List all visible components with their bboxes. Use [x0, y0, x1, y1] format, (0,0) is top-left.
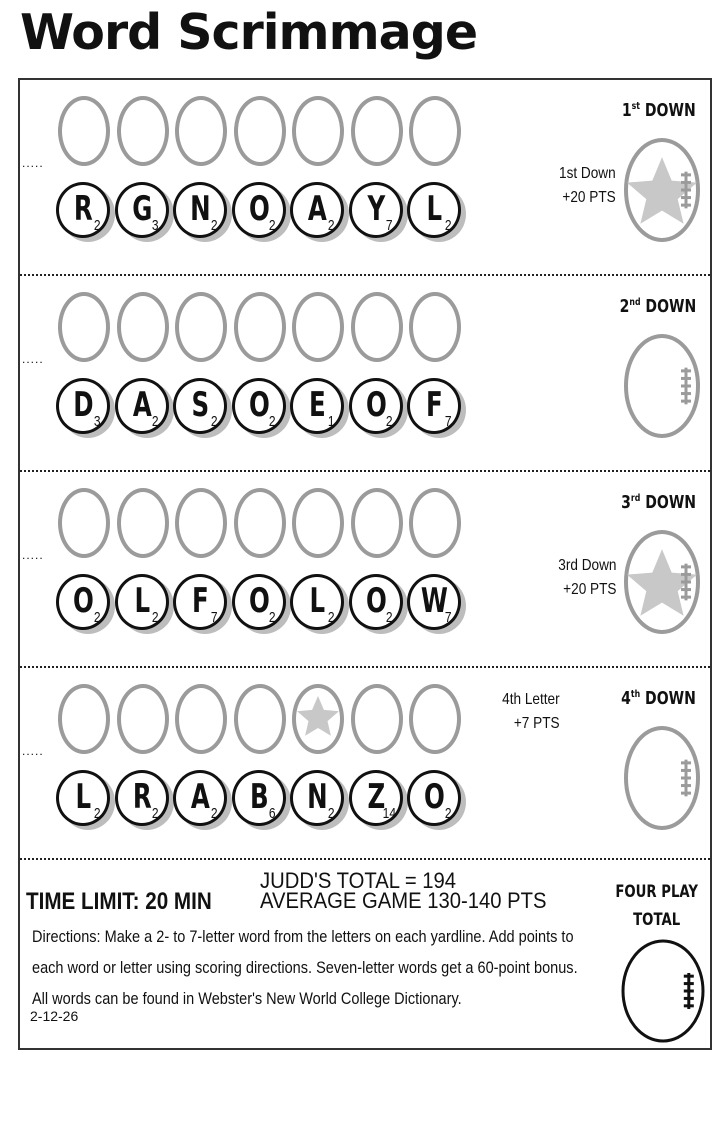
bonus-line-2: +7 PTS	[514, 715, 560, 732]
down-label	[621, 492, 696, 513]
answer-slot[interactable]	[58, 292, 110, 362]
tile-points: 7	[385, 217, 393, 234]
football-score-box[interactable]	[622, 528, 702, 641]
bonus-line-2: +20 PTS	[562, 581, 616, 598]
down-suffix: rd	[630, 493, 641, 504]
down-row-1	[20, 80, 710, 276]
letter-tile	[232, 770, 286, 826]
tile-letter: F	[425, 385, 442, 425]
answer-slot[interactable]	[292, 684, 344, 754]
judd-total: JUDD'S TOTAL = 194	[260, 868, 457, 893]
yardline-divider	[20, 274, 710, 276]
bonus-line-1: 3rd Down	[557, 557, 616, 574]
answer-slot[interactable]	[234, 292, 286, 362]
tile-points: 2	[444, 805, 452, 822]
tile-points: 2	[327, 609, 335, 626]
tile-points: 2	[151, 805, 159, 822]
tile-letter: L	[309, 581, 325, 621]
tile-letter: Y	[366, 189, 385, 229]
letter-tile	[115, 182, 169, 238]
tile-points: 3	[93, 413, 101, 430]
tile-points: 2	[385, 413, 393, 430]
tile-letter: F	[191, 581, 208, 621]
yardline-dots: .....	[22, 352, 44, 366]
tile-letter: O	[365, 581, 386, 621]
answer-slot[interactable]	[175, 684, 227, 754]
down-row-3	[20, 472, 710, 668]
yardline-divider	[20, 470, 710, 472]
tile-letter: O	[248, 581, 269, 621]
letter-tile	[232, 182, 286, 238]
tile-points: 6	[268, 805, 276, 822]
tile-points: 2	[93, 609, 101, 626]
letter-tile	[232, 378, 286, 434]
tile-letter: L	[134, 581, 149, 621]
down-number: 1	[622, 100, 632, 121]
tile-letter: N	[307, 777, 327, 817]
letter-tile	[173, 574, 227, 630]
scoring-footer	[20, 860, 710, 1048]
down-suffix: st	[631, 101, 641, 112]
down-suffix: th	[630, 689, 641, 700]
tile-letter: A	[190, 777, 210, 817]
bonus-text	[559, 162, 616, 210]
letter-tile	[115, 378, 169, 434]
tile-letter: O	[423, 777, 445, 817]
tile-letter: R	[132, 777, 151, 817]
puzzle-date: 2-12-26	[30, 1008, 79, 1024]
tile-letter: A	[307, 189, 327, 229]
tile-points: 2	[151, 609, 159, 626]
answer-slot[interactable]	[409, 488, 461, 558]
tile-letter: O	[72, 581, 94, 621]
letter-tile	[115, 770, 169, 826]
down-word: DOWN	[640, 688, 696, 709]
bonus-line-1: 4th Letter	[502, 691, 560, 708]
four-play-total-label	[615, 878, 698, 934]
tile-points: 7	[444, 413, 452, 430]
answer-slot[interactable]	[58, 684, 110, 754]
football-icon[interactable]	[622, 136, 702, 244]
down-number: 2	[619, 296, 630, 317]
letter-tile	[290, 182, 344, 238]
football-score-box[interactable]	[622, 724, 702, 837]
yardline-dots: .....	[22, 548, 44, 562]
football-icon[interactable]	[622, 724, 702, 832]
tile-points: 3	[151, 217, 159, 234]
letter-tile	[173, 182, 227, 238]
down-row-4	[20, 668, 710, 864]
tile-points: 2	[268, 413, 276, 430]
letter-tile	[232, 574, 286, 630]
letter-tile	[56, 770, 110, 826]
down-word: DOWN	[640, 100, 696, 121]
football-score-box[interactable]	[622, 136, 702, 249]
yardline-dots: .....	[22, 156, 44, 170]
tile-letter: S	[191, 385, 209, 425]
letter-tile	[56, 182, 110, 238]
answer-slot[interactable]	[351, 684, 403, 754]
bonus-text	[503, 688, 560, 736]
yardline-dots: .....	[22, 744, 44, 758]
down-number: 3	[621, 492, 631, 513]
bonus-star-icon	[296, 688, 340, 750]
tile-points: 2	[327, 217, 335, 234]
game-board	[18, 78, 712, 1050]
letter-tile	[290, 574, 344, 630]
answer-slot[interactable]	[234, 684, 286, 754]
tile-letter: R	[73, 189, 93, 229]
down-word: DOWN	[640, 296, 696, 317]
answer-slot[interactable]	[351, 292, 403, 362]
tile-points: 2	[151, 413, 159, 430]
four-play-line-1: FOUR PLAY	[615, 882, 698, 902]
answer-slot[interactable]	[58, 488, 110, 558]
answer-slot[interactable]	[58, 96, 110, 166]
answer-slot[interactable]	[292, 96, 344, 166]
four-play-line-2: TOTAL	[633, 910, 681, 930]
tile-points: 2	[385, 609, 393, 626]
down-label	[619, 296, 696, 317]
answer-slot[interactable]	[175, 96, 227, 166]
answer-slot[interactable]	[117, 292, 169, 362]
answer-slot[interactable]	[175, 488, 227, 558]
tile-letter: Z	[366, 777, 385, 817]
answer-slot[interactable]	[351, 488, 403, 558]
tile-points: 2	[93, 217, 101, 234]
tile-points: 2	[268, 217, 276, 234]
tile-points: 1	[327, 413, 335, 430]
answer-slot[interactable]	[117, 96, 169, 166]
tile-points: 14	[382, 805, 396, 822]
directions-text: Directions: Make a 2- to 7-letter word from the letters on each yardline. Add points to each word or letter using scoring directions. Seven-letter words get a 60-point bonus. All words can be found in Webster's New World College Dictionary.	[32, 928, 578, 1008]
tile-letter: G	[131, 189, 152, 229]
bonus-text	[558, 554, 616, 602]
letter-tile	[407, 182, 461, 238]
bonus-line-2: +20 PTS	[562, 189, 616, 206]
answer-slot[interactable]	[351, 96, 403, 166]
average-game: AVERAGE GAME 130-140 PTS	[260, 888, 547, 913]
tile-letter: B	[249, 777, 268, 817]
tile-points: 2	[210, 805, 218, 822]
down-label	[622, 100, 696, 121]
four-play-total-box[interactable]	[620, 938, 706, 1049]
letter-tile	[290, 378, 344, 434]
answer-slot[interactable]	[292, 292, 344, 362]
letter-tile	[290, 770, 344, 826]
tile-letter: D	[73, 385, 93, 425]
answer-slot[interactable]	[175, 292, 227, 362]
yardline-divider	[20, 858, 710, 860]
football-score-box[interactable]	[622, 332, 702, 445]
answer-slot[interactable]	[409, 684, 461, 754]
letter-tile	[407, 574, 461, 630]
letter-tile	[115, 574, 169, 630]
tile-letter: L	[426, 189, 442, 229]
football-icon[interactable]	[622, 528, 702, 636]
tile-points: 2	[210, 217, 218, 234]
down-row-2	[20, 276, 710, 472]
letter-tile	[56, 378, 110, 434]
tile-letter: O	[248, 385, 269, 425]
letter-tile	[349, 182, 403, 238]
down-suffix: nd	[629, 297, 641, 308]
answer-slot[interactable]	[234, 96, 286, 166]
football-total-icon[interactable]	[620, 938, 706, 1044]
tile-letter: O	[248, 189, 269, 229]
tile-letter: E	[308, 385, 325, 425]
yardline-divider	[20, 666, 710, 668]
tile-letter: L	[75, 777, 91, 817]
time-limit: TIME LIMIT: 20 MIN	[26, 888, 212, 915]
tile-letter: A	[132, 385, 151, 425]
letter-tile	[349, 378, 403, 434]
answer-slot[interactable]	[409, 96, 461, 166]
letter-tile	[173, 378, 227, 434]
puzzle-title: Word Scrimmage	[20, 4, 478, 61]
down-label	[621, 688, 696, 709]
answer-slot[interactable]	[117, 488, 169, 558]
tile-points: 2	[210, 413, 218, 430]
down-number: 4	[621, 688, 631, 709]
letter-tile	[407, 378, 461, 434]
letter-tile	[407, 770, 461, 826]
tile-letter: O	[365, 385, 386, 425]
letter-tile	[349, 770, 403, 826]
tile-points: 2	[444, 217, 452, 234]
football-icon[interactable]	[622, 332, 702, 440]
tile-points: 2	[93, 805, 101, 822]
tile-points: 2	[268, 609, 276, 626]
letter-tile	[349, 574, 403, 630]
tile-points: 7	[210, 609, 218, 626]
answer-slot[interactable]	[234, 488, 286, 558]
tile-points: 2	[327, 805, 335, 822]
bonus-line-1: 1st Down	[559, 165, 616, 182]
down-word: DOWN	[640, 492, 696, 513]
answer-slot[interactable]	[117, 684, 169, 754]
tile-letter: W	[420, 581, 448, 621]
letter-tile	[56, 574, 110, 630]
letter-tile	[173, 770, 227, 826]
tile-points: 7	[444, 609, 452, 626]
answer-slot[interactable]	[409, 292, 461, 362]
answer-slot[interactable]	[292, 488, 344, 558]
tile-letter: N	[190, 189, 210, 229]
